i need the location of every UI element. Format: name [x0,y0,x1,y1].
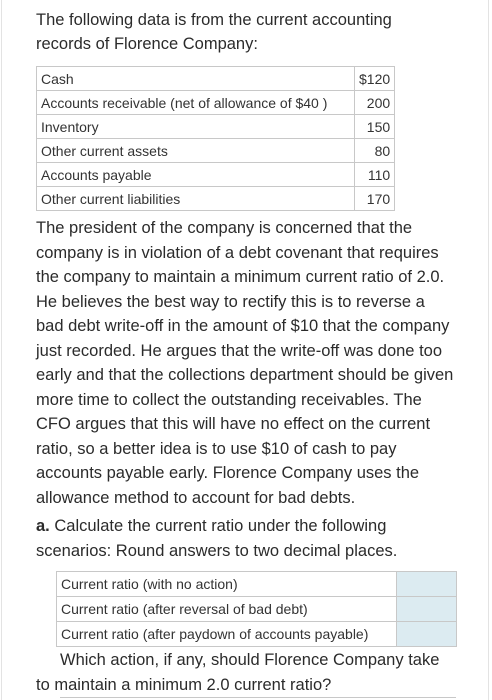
account-label: Other current liabilities [37,187,355,211]
account-label: Accounts receivable (net of allowance of $40 ) [37,91,355,115]
question-line-2: to maintain a minimum 2.0 current ratio? [36,675,332,694]
part-a-instructions [36,514,456,563]
ratio-after-reversal-input[interactable] [397,598,456,621]
account-value: 80 [355,139,395,163]
ratio-label: Current ratio (after paydown of accounts payable) [57,622,397,647]
table-row [57,622,457,647]
account-label: Inventory [37,115,355,139]
part-a-label: a. [36,517,50,535]
account-value: 200 [355,91,395,115]
ratio-no-action-input[interactable] [397,573,456,596]
table-row [37,187,395,211]
problem-text: The president of the company is concerned that the company is in violation of a debt covenant that requires the company to maintain a minimum current ratio of 2.0. He believes the best way to rectify this is to reverse a bad debt write-off in the amount of $10 that the company just recorded. He argues that the write-off was done too early and that the collections department should be given more time to collect the outstanding receivables. The CFO argues that this will have no effect on the current ratio, so a better idea is to use $10 of cash to pay accounts payable early. Florence Company uses the allowance method to account for bad debts. [36,219,454,507]
account-value: 110 [355,163,395,187]
account-label: Cash [37,67,355,91]
ratio-label: Current ratio (with no action) [57,572,397,597]
question-line-1: Which action, if any, should Florence Company take [60,651,440,669]
ratio-input-cell[interactable] [397,597,457,622]
ratio-after-paydown-input[interactable] [397,623,456,646]
table-row [57,572,457,597]
intro-text: The following data is from the current accounting records of Florence Company: [36,11,392,53]
account-label: Accounts payable [37,163,355,187]
account-value: 150 [355,115,395,139]
ratio-label: Current ratio (after reversal of bad debt) [57,597,397,622]
table-row [37,163,395,187]
table-row [37,67,395,91]
current-ratio-table [56,571,457,647]
table-row [37,91,395,115]
account-value: $120 [355,67,395,91]
answer-field-border [60,697,456,698]
action-question [36,648,456,697]
ratio-input-cell[interactable] [397,572,457,597]
part-a-text: Calculate the current ratio under the following scenarios: Round answers to two decimal places. [36,517,398,560]
accounts-table [36,66,395,211]
account-value: 170 [355,187,395,211]
table-row [37,139,395,163]
account-label: Other current assets [37,139,355,163]
ratio-input-cell[interactable] [397,622,457,647]
table-row [37,115,395,139]
table-row [57,597,457,622]
